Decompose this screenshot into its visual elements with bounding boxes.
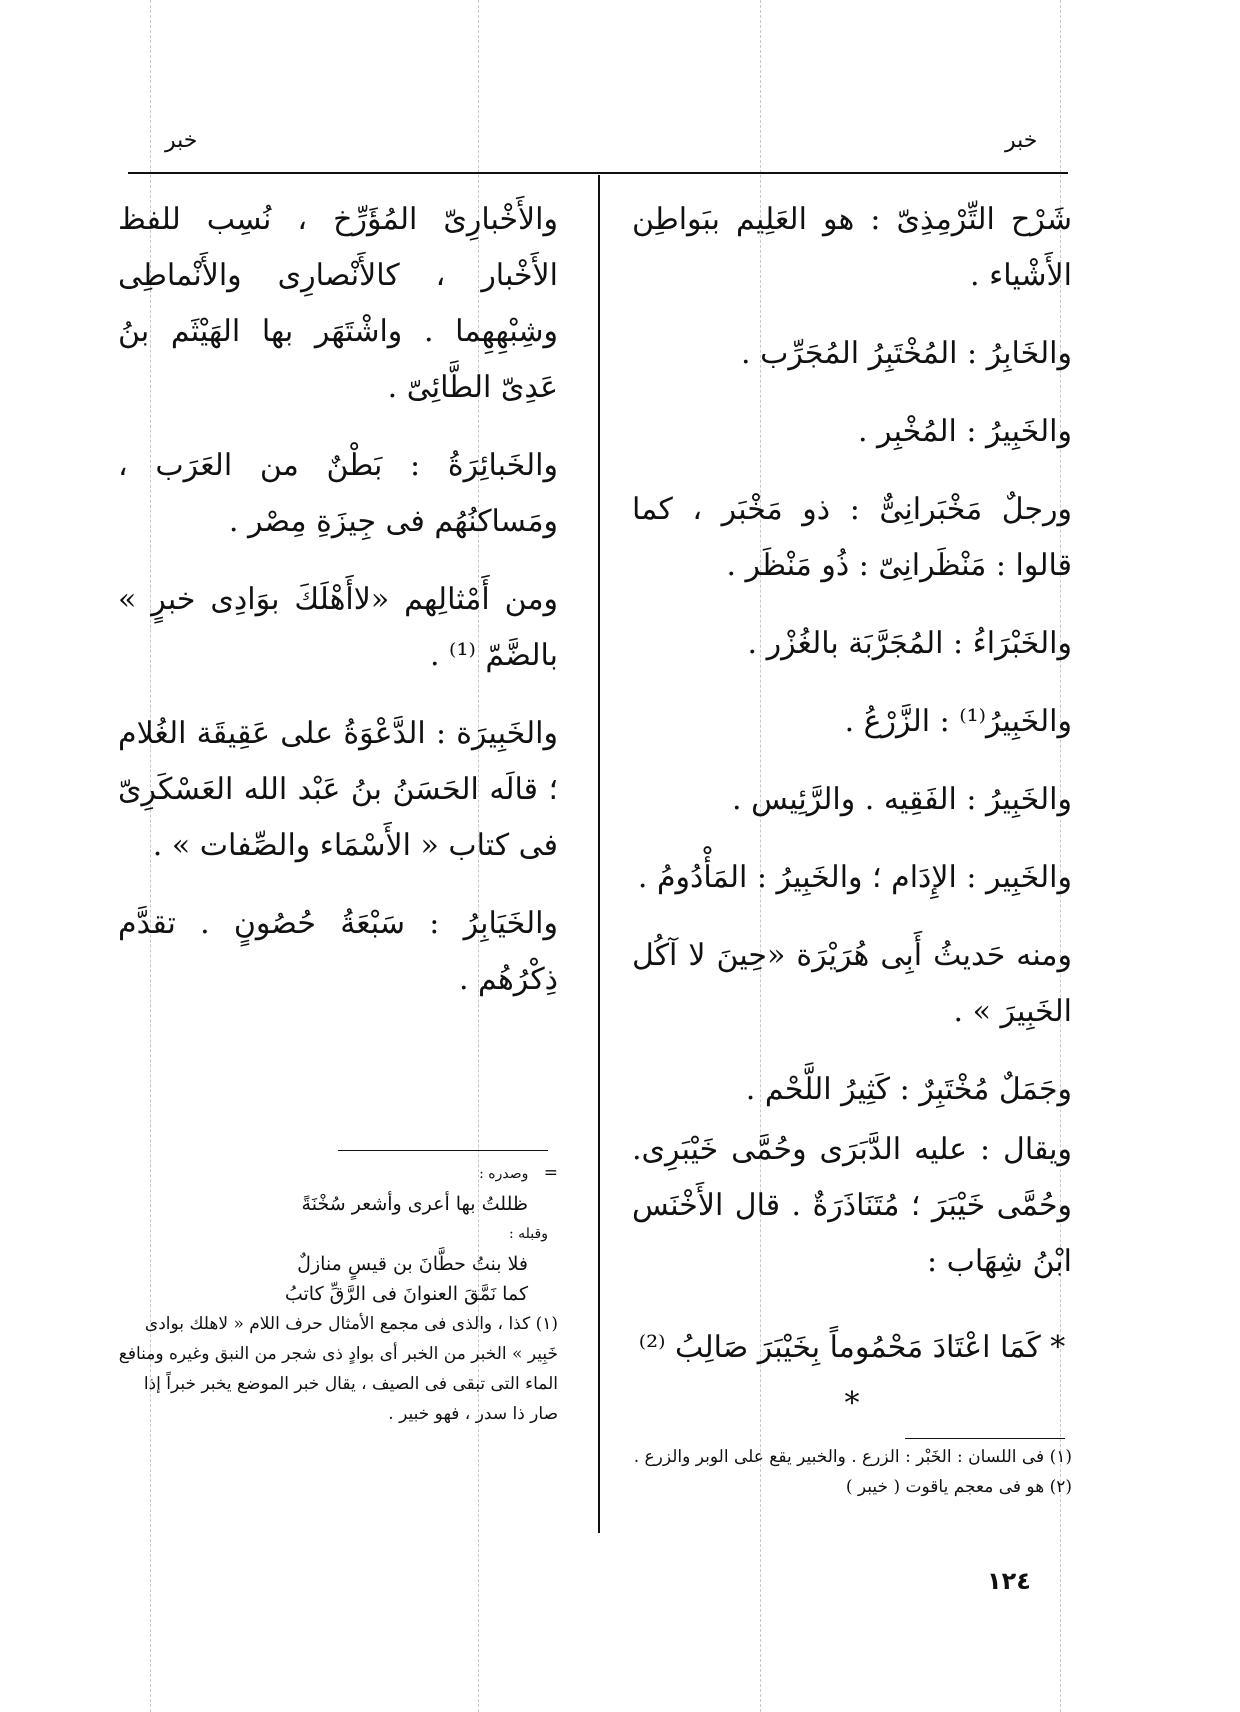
running-header-left: خبر	[165, 128, 198, 153]
footnote-intro: وصدره :	[479, 1166, 529, 1182]
footnote-rule-right	[905, 1438, 1065, 1439]
entry-paragraph: والخَبْرَاءُ : المُجَرَّبَة بالغُزْر .	[747, 626, 1072, 661]
verse-line: * كَمَا اعْتَادَ مَحْمُوماً بِخَيْبَرَ صَالِبُ ⁽²⁾ *	[638, 1330, 1066, 1421]
footnote-verse: ظللتُ بها أعرى وأشعر سُخْنَةً	[301, 1193, 528, 1215]
footnote-verse: فلا بنتُ حطَّانَ بن قيسٍ منازلٌ	[297, 1253, 528, 1275]
footnote-intro: وقبله :	[509, 1226, 548, 1242]
entry-paragraph: والأَخْبارِىّ المُؤَرِّخ ، نُسِب للفظ الأَخْبار ، كالأَنْصارِى والأَنْماطِى وشِبْهِهِما . واشْتَهَر بها الهَيْثَم بنُ عَدِىّ الطَّائِىّ .	[118, 202, 558, 405]
page-number: ١٢٤	[987, 1567, 1031, 1595]
continuation-marker: =	[543, 1163, 558, 1183]
footnote-rule-left	[338, 1150, 548, 1151]
entry-paragraph: والخَيَابِرُ : سَبْعَةُ حُصُونٍ . تقدَّم ذِكْرُهُم .	[118, 906, 558, 997]
entry-paragraph: وجَمَلٌ مُخْتَبِرٌ : كَثِيرُ اللَّحْم .	[745, 1072, 1072, 1107]
footnote-verse: كما نَمَّقَ العنوانَ فى الرَّقِّ كاتبُ	[284, 1283, 528, 1305]
entry-paragraph: والخَبِيرُ : المُخْبِر .	[857, 414, 1072, 449]
left-column	[118, 192, 558, 1030]
entry-paragraph: والخَبِيرُ⁽¹⁾ : الزَّرْعُ .	[844, 704, 1072, 739]
header-rule	[128, 172, 1068, 174]
entry-paragraph: والخَبِيرُ : الفَقِيه . والرَّئِيس .	[732, 782, 1072, 817]
entry-paragraph: شَرْح التِّرْمِذِىّ : هو العَلِيم ببَواطِن الأَشْياء .	[632, 202, 1072, 293]
running-header-right: خبر	[1005, 128, 1038, 153]
entry-paragraph: والخَبِيرَة : الدَّعْوَةُ على عَقِيقَة الغُلام ؛ قالَه الحَسَنُ بنُ عَبْد الله العَسْكَرِىّ فى كتاب « الأَسْمَاء والصِّفات » .	[118, 716, 558, 863]
footnote: (١) كذا ، والذى فى مجمع الأمثال حرف اللام « لاهلك بوادى خَبِير » الخبر من الخبر أى بوادٍ ذى شجر من النبق وغيره ومنافع الماء التى تبقى فى الصيف ، يقال خبر الموضع يخبر خبراً إذا صار ذا سدر ، فهو خبير .	[118, 1314, 558, 1424]
entry-paragraph: ويقال : عليه الدَّبَرَى وحُمَّى خَيْبَرِى. وحُمَّى خَيْبَرَ ؛ مُتَنَاذَرَةٌ . قال الأَخْنَس ابْنُ شِهَاب :	[632, 1132, 1072, 1279]
entry-paragraph: ومنه حَديثُ أَبِى هُرَيْرَة «حِينَ لا آكُل الخَبِيرَ » .	[632, 938, 1072, 1029]
footnote: (٢) هو فى معجم ياقوت ( خيبر )	[845, 1477, 1072, 1497]
entry-paragraph: ومن أَمْثالِهم «لاأَهْلَكَ بوَادِى خبرٍ » بالضَّمّ ⁽¹⁾ .	[118, 582, 558, 673]
footnote: (١) فى اللسان : الخَبْر : الزرع . والخبير يقع على الوبر والزرع .	[633, 1447, 1072, 1467]
footnote-continuation	[118, 1158, 558, 1189]
footnotes-left	[118, 1158, 558, 1429]
entry-paragraph: والخَابِرُ : المُخْتَبِرُ المُجَرِّب .	[741, 336, 1072, 371]
entry-paragraph: والخَبِير : الإِدَام ؛ والخَبِيرُ : المَأْدُومُ .	[637, 860, 1072, 895]
footnotes-right	[632, 1442, 1072, 1502]
column-divider	[598, 175, 600, 1533]
entry-paragraph: والخَبائِرَةُ : بَطْنٌ من العَرَب ، ومَساكنُهُم فى جِيزَةِ مِصْر .	[118, 448, 558, 539]
entry-paragraph: ورجلٌ مَخْبَرانِىٌّ : ذو مَخْبَر ، كما قالوا : مَنْظَرانِىّ : ذُو مَنْظَر .	[632, 492, 1072, 583]
right-column	[632, 192, 1072, 1432]
